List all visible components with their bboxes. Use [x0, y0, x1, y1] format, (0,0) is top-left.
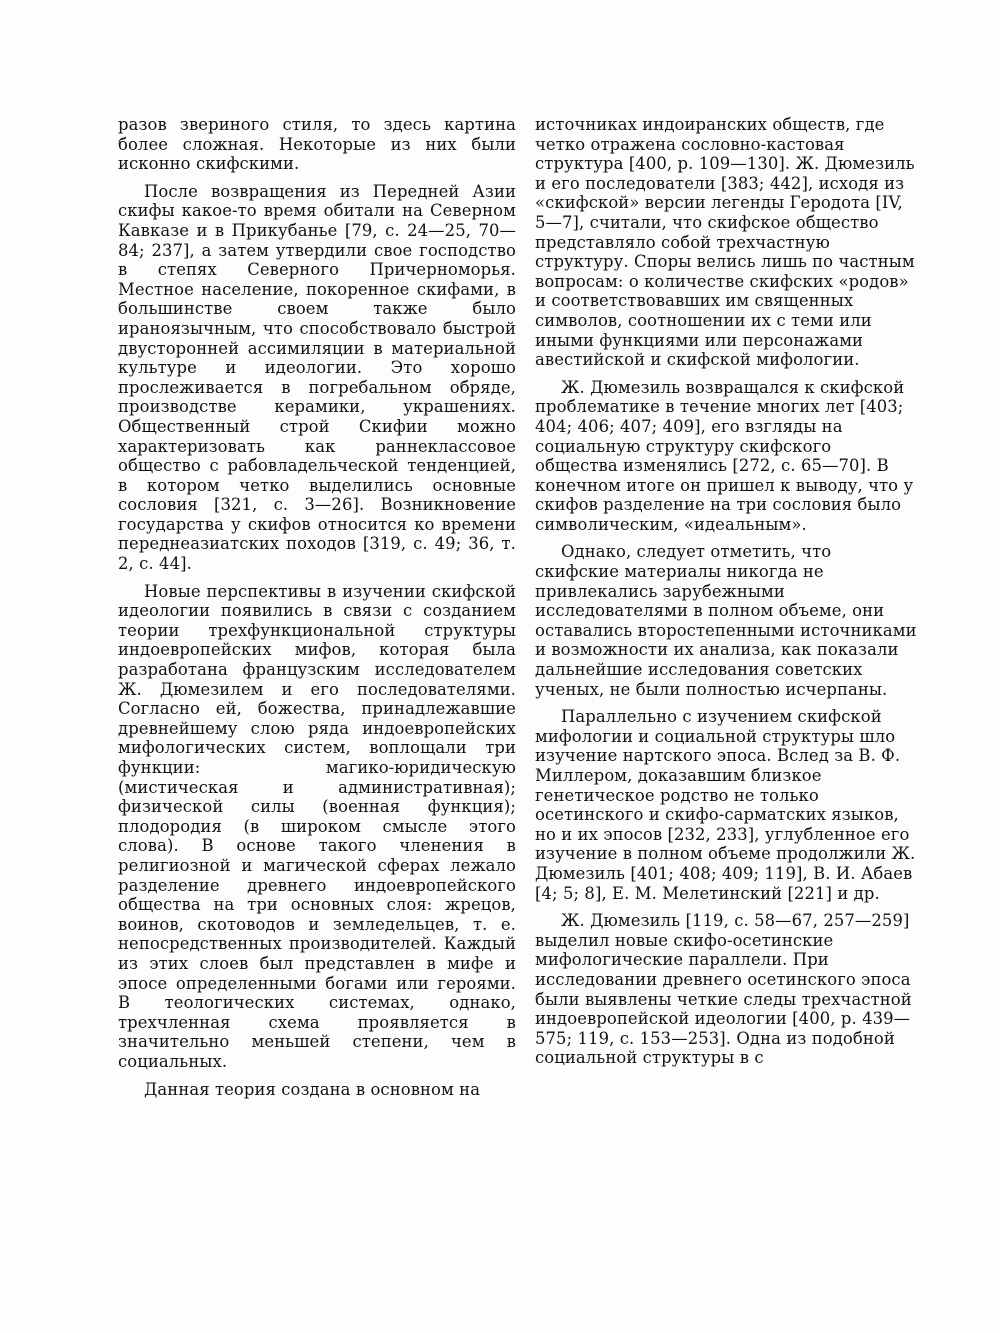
paragraph: Данная теория создана в основном на	[144, 1079, 481, 1099]
right-text-column	[535, 115, 918, 1076]
paragraph: Однако, следует отметить, что скифские материалы никогда не привлекались зарубежными исследователями в полном объеме, они оставались второстепенными источниками и возможности их анализа, как показали дальнейшие исследования советских ученых, не были полностью исчерпаны.	[535, 542, 917, 699]
paragraph: Новые перспективы в изучении скифской идеологии появились в связи с созданием теории трехфункциональной структуры индоевропейских мифов, которая была разработана французским исследователем Ж. Дюмезилем и его последователями. Согласно ей, божества, принадлежавшие древнейшему слою ряда индоевропейских мифологических систем, воплощали три функции: магико-юридическую (мистическая и административная); физической силы (военная функция); плодородия (в широком смысле этого слова). В основе такого членения в религиозной и магической сферах лежало разделение древнего индоевропейского общества на три основных слоя: жрецов, воинов, скотоводов и земледельцев, т. е. непосредственных производителей. Каждый из этих слоев был представлен в мифе и эпосе определенными богами или героями. В теологических системах, однако, трехчленная схема проявляется в значительно меньшей степени, чем в социальных.	[118, 581, 516, 1071]
paragraph: разов звериного стиля, то здесь картина более сложная. Некоторые из них были исконно скифскими.	[118, 115, 516, 174]
paragraph: Ж. Дюмезиль [119, с. 58—67, 257—259] выделил новые скифо-осетинские мифологические параллели. При исследовании древнего осетинского эпоса были выявлены четкие следы трехчастной индоевропейской идеологии [400, р. 439—575; 119, с. 153—253]. Одна из подобной социальной структуры в с	[535, 911, 912, 1068]
paragraph: источниках индоиранских обществ, где четко отражена сословно-кастовая структура [400, р. 109—130]. Ж. Дюмезиль и его последователи [383; 442], исходя из «скифской» версии легенды Геродота [IV, 5—7], считали, что скифское общество представляло собой трехчастную структуру. Споры велись лишь по частным вопросам: о количестве скифских «родов» и соответствовавших им священных символов, соотношении их с теми или иными функциями или персонажами авестийской и скифской мифологии.	[535, 115, 915, 370]
paragraph: Параллельно с изучением скифской мифологии и социальной структуры шло изучение нартского эпоса. Вслед за В. Ф. Миллером, доказавшим близкое генетическое родство не только осетинского и скифо-сарматских языков, но и их эпосов [232, 233], углубленное его изучение в полном объеме продолжили Ж. Дюмезиль [401; 408; 409; 119], В. И. Абаев [4; 5; 8], Е. М. Мелетинский [221] и др.	[535, 707, 916, 903]
paragraph: Ж. Дюмезиль возвращался к скифской проблематике в течение многих лет [403; 404; 406; 407; 409], его взгляды на социальную структуру скифского общества изменялись [272, с. 65—70]. В конечном итоге он пришел к выводу, что у скифов разделение на три сословия было символическим, «идеальным».	[535, 377, 914, 534]
left-text-column	[118, 115, 516, 1107]
paragraph: После возвращения из Передней Азии скифы какое-то время обитали на Северном Кавказе и в Прикубанье [79, с. 24—25, 70—84; 237], а затем утвердили свое господство в степях Северного Причерноморья. Местное население, покоренное скифами, в большинстве своем также было ираноязычным, что способствовало быстрой двусторонней ассимиляции в материальной культуре и идеологии. Это хорошо прослеживается в погребальном обряде, производстве керамики, украшениях. Общественный строй Скифии можно характеризовать как раннеклассовое общество с рабовладельческой тенденцией, в котором четко выделились основные сословия [321, с. 3—26]. Возникновение государства у скифов относится ко времени переднеазиатских походов [319, с. 49; 36, т. 2, с. 44].	[118, 181, 516, 574]
